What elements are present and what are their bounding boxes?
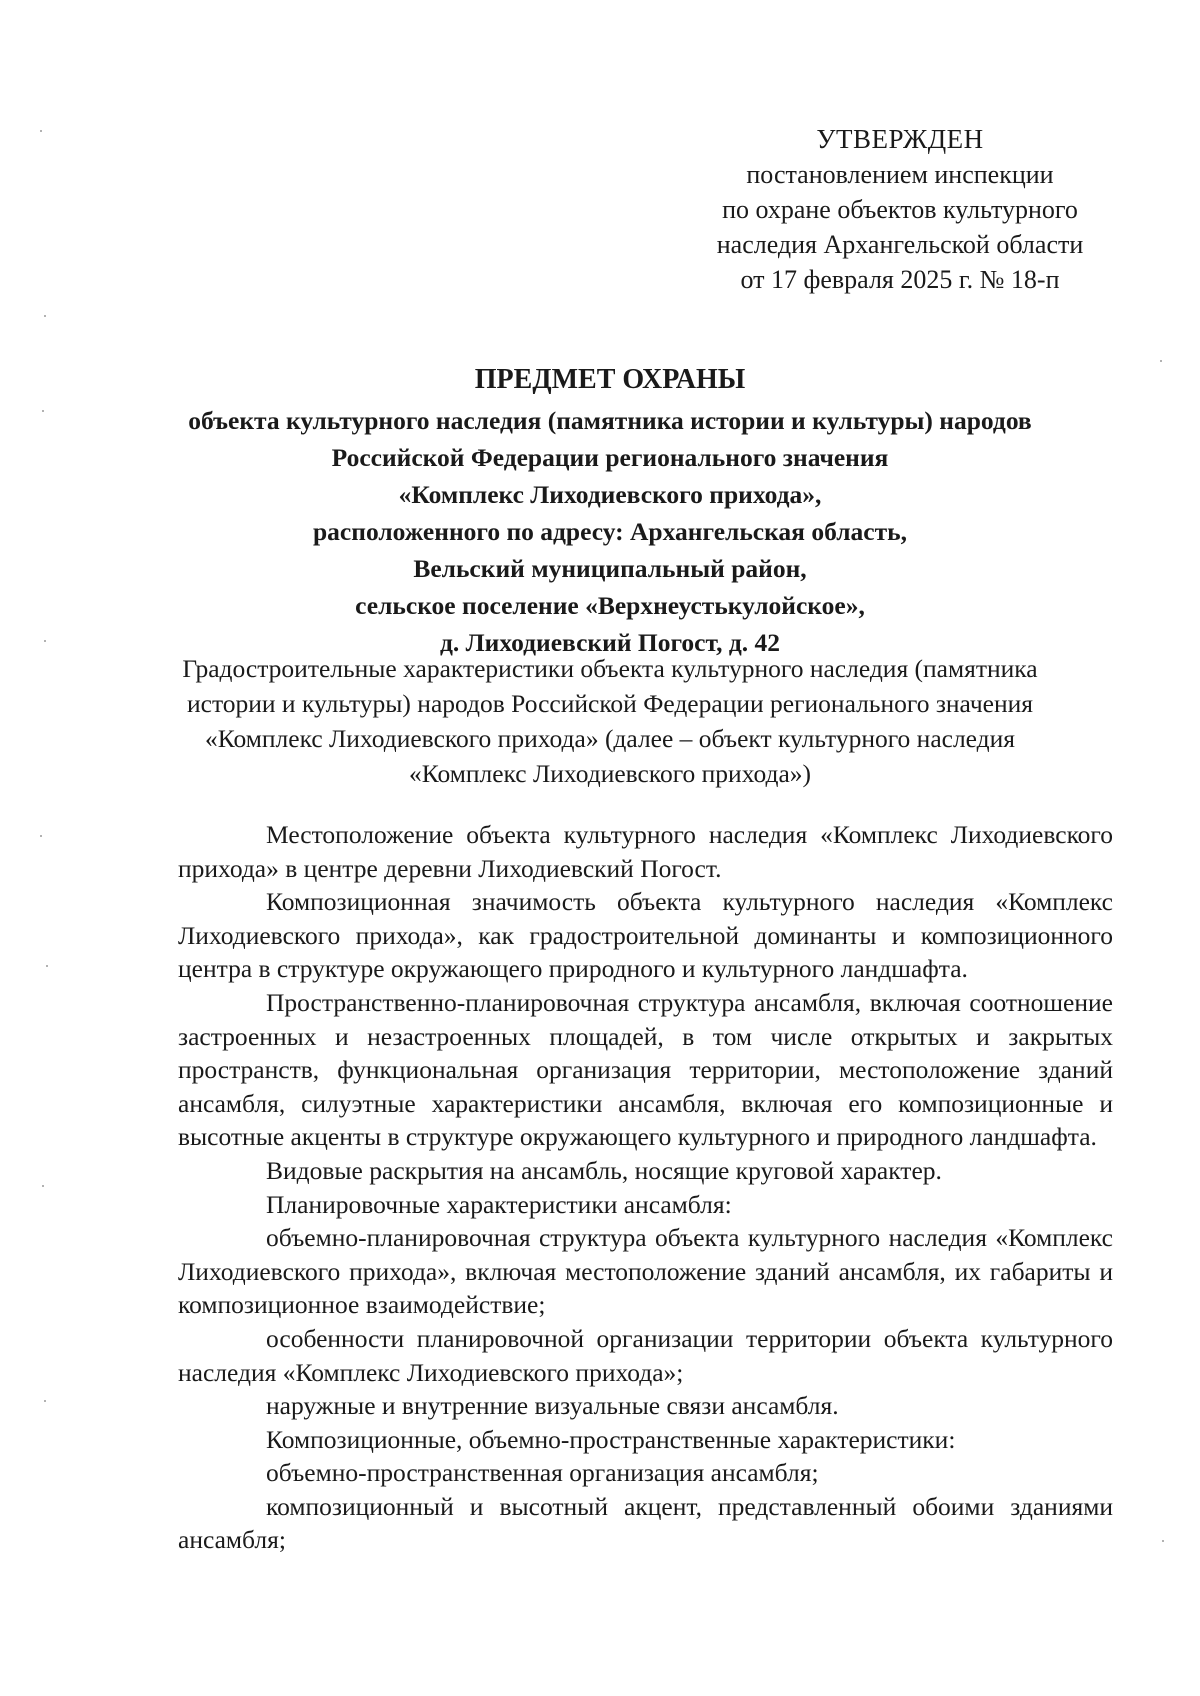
heading-line: д. Лиходиевский Погост, д. 42 <box>439 628 780 657</box>
body-paragraph: композиционный и высотный акцент, представленный обоими зданиями ансамбля; <box>178 1491 1113 1555</box>
body-paragraph: Планировочные характеристики ансамбля: <box>266 1189 732 1219</box>
body-paragraph: Пространственно-планировочная структура ансамбля, включая соотношение застроенных и незастроенных площадей, в том числе открытых и закрытых пространств, функциональная организация территории, местоположение зданий ансамбля, силуэтные характеристики ансамбля, включая его композиционные и высотные акценты в структуре окружающего культурного и природного ландшафта. <box>178 987 1113 1152</box>
heading-line: расположенного по адресу: Архангельская область, <box>313 517 907 546</box>
approval-title: УТВЕРЖДЕН <box>816 124 984 154</box>
heading-line: сельское поселение «Верхнеустькулойское», <box>355 591 865 620</box>
approval-line: наследия Архангельской области <box>716 230 1084 259</box>
body-paragraph: Местоположение объекта культурного наследия «Комплекс Лиходиевского прихода» в центре деревни Лиходиевский Погост. <box>178 820 1113 883</box>
heading-line: «Комплекс Лиходиевского прихода», <box>398 480 822 509</box>
section-subtitle: Градостроительные характеристики объекта культурного наследия (памятника истории и культуры) народов Российской Федерации регионального значения «Комплекс Лиходиевского прихода» (далее – объект культурного наследия «Комплекс Лиходиевского прихода») <box>182 654 1038 788</box>
scan-artifact <box>1160 360 1162 362</box>
heading-line: объекта культурного наследия (памятника истории и культуры) народов <box>188 406 1032 435</box>
body-paragraph: Видовые раскрытия на ансамбль, носящие круговой характер. <box>266 1155 942 1185</box>
approval-line: по охране объектов культурного <box>722 195 1078 224</box>
body-paragraph: Композиционная значимость объекта культурного наследия «Комплекс Лиходиевского прихода», как градостроительной доминанты и композиционного центра в структуре окружающего природного и культурного ландшафта. <box>178 887 1113 984</box>
scan-artifact <box>46 965 48 967</box>
scan-artifact <box>44 640 46 642</box>
approval-line: постановлением инспекции <box>746 160 1054 189</box>
body-paragraph: особенности планировочной организации территории объекта культурного наследия «Комплекс Лиходиевского прихода»; <box>178 1323 1113 1387</box>
scan-artifact <box>44 1400 46 1402</box>
scan-artifact <box>1162 1540 1164 1542</box>
scan-artifact <box>40 835 42 837</box>
approval-date: от 17 февраля 2025 г. № 18-п <box>740 265 1060 294</box>
document-heading <box>170 360 1050 661</box>
heading-line: Вельский муниципальный район, <box>413 554 807 583</box>
scan-artifact <box>40 130 42 132</box>
body-paragraph: объемно-планировочная структура объекта культурного наследия «Комплекс Лиходиевского прихода», включая местоположение зданий ансамбля, их габариты и композиционное взаимодействие; <box>178 1223 1113 1320</box>
body-paragraph: Композиционные, объемно-пространственные характеристики: <box>266 1424 956 1454</box>
heading-line: Российской Федерации регионального значения <box>331 443 889 472</box>
scan-artifact <box>44 315 46 317</box>
scan-artifact <box>42 410 44 412</box>
document-title: ПРЕДМЕТ ОХРАНЫ <box>474 364 746 395</box>
body-paragraph: объемно-пространственная организация ансамбля; <box>266 1458 819 1488</box>
body-paragraph: наружные и внутренние визуальные связи ансамбля. <box>266 1391 839 1421</box>
scan-artifact <box>42 1185 44 1187</box>
document-body <box>178 818 1113 1557</box>
approval-block <box>690 122 1110 297</box>
